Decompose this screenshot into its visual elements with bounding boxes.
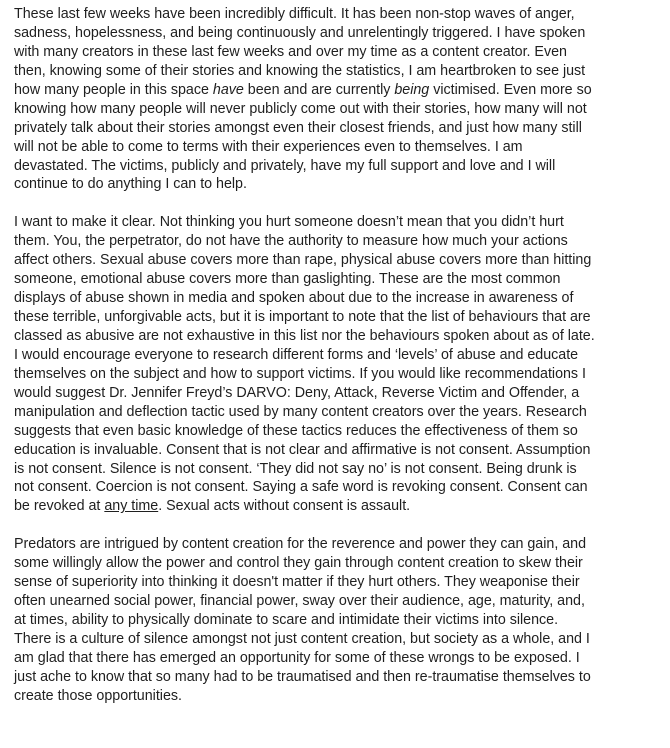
text-line: devastated. The victims, publicly and privately, have my full support and love and I will [14, 157, 556, 174]
emphasis-text: have [212, 81, 244, 98]
text-line: these terrible, unforgivable acts, but it is important to note that the list of behaviours that are [14, 309, 591, 325]
text-span: be revoked at [14, 498, 105, 515]
paragraph-3 [14, 535, 664, 705]
text-span: been and are currently [243, 81, 395, 98]
text-span: . Sexual acts without consent is assault. [158, 498, 411, 515]
text-line: create those opportunities. [14, 687, 182, 704]
text-line: sense of superiority into thinking it doesn't matter if they hurt others. They weaponise their [14, 574, 580, 591]
text-line: then, knowing some of their stories and knowing the statistics, I am heartbroken to see just [14, 62, 586, 79]
text-line: classed as abusive are not exhaustive in this list nor the behaviours spoken about as of late. [14, 327, 595, 344]
paragraph-gap [14, 516, 664, 535]
text-line: manipulation and deflection tactic used by many content creators over the years. Research [14, 403, 587, 420]
text-line: displays of abuse shown in media and spoken about due to the increase in awareness of [14, 290, 574, 307]
text-line: will not be able to come to terms with their experiences even to themselves. I am [14, 138, 523, 155]
paragraph-gap [14, 194, 664, 213]
text-line: at times, ability to physically dominate to scare and intimidate their victims into silence. [14, 612, 559, 628]
underlined-text: any time [104, 498, 159, 515]
text-line: affect others. Sexual abuse covers more than rape, physical abuse covers more than hitting [14, 252, 592, 269]
text-line: them. You, the perpetrator, do not have the authority to measure how much your actions [14, 233, 568, 250]
text-line: often unearned social power, financial power, sway over their audience, age, maturity, and, [14, 593, 585, 610]
document-body [14, 5, 664, 706]
text-line: continue to do anything I can to help. [14, 176, 247, 193]
text-line [14, 497, 664, 516]
text-line: some willingly allow the power and control they gain through content creation to skew their [14, 555, 583, 572]
text-span: victimised. Even more so [429, 81, 592, 98]
text-line: I would encourage everyone to research different forms and ‘levels’ of abuse and educate [14, 346, 579, 363]
text-line: There is a culture of silence amongst not just content creation, but society as a whole, and I [14, 630, 590, 647]
text-line: is not consent. Silence is not consent. ‘They did not say no’ is not consent. Being drunk is [14, 460, 577, 477]
text-line: suggests that even basic knowledge of these tactics reduces the effectiveness of them so [14, 422, 578, 439]
text-line: just ache to know that so many had to be traumatised and then re-traumatise themselves to [14, 668, 591, 685]
text-line: knowing how many people will never publicly come out with their stories, how many will not [14, 100, 587, 117]
text-line: privately talk about their stories amongst even their closest friends, and just how many still [14, 119, 582, 136]
text-span: how many people in this space [14, 81, 213, 98]
text-line: am glad that there has emerged an opportunity for some of these wrongs to be exposed. I [14, 649, 580, 666]
text-line: education is invaluable. Consent that is not clear and affirmative is not consent. Assumption [14, 441, 591, 458]
text-line: would suggest Dr. Jennifer Freyd’s DARVO: Deny, Attack, Reverse Victim and Offender, a [14, 384, 580, 401]
emphasis-text: being [394, 81, 430, 98]
text-line: someone, emotional abuse covers more than gaslighting. These are the most common [14, 271, 561, 288]
text-line: themselves on the subject and how to support victims. If you would like recommendations I [14, 365, 586, 382]
paragraph-2 [14, 213, 664, 516]
text-line: not consent. Coercion is not consent. Saying a safe word is revoking consent. Consent can [14, 479, 588, 496]
text-line: I want to make it clear. Not thinking you hurt someone doesn’t mean that you didn’t hurt [14, 214, 564, 231]
paragraph-1 [14, 5, 664, 194]
text-line: sadness, hopelessness, and being continuously and unrelentingly triggered. I have spoken [14, 24, 586, 41]
text-line: These last few weeks have been incredibly difficult. It has been non-stop waves of anger, [14, 6, 575, 22]
text-line: Predators are intrigued by content creation for the reverence and power they can gain, and [14, 536, 587, 553]
text-line [14, 81, 664, 100]
text-line: with many creators in these last few weeks and over my time as a content creator. Even [14, 43, 567, 60]
